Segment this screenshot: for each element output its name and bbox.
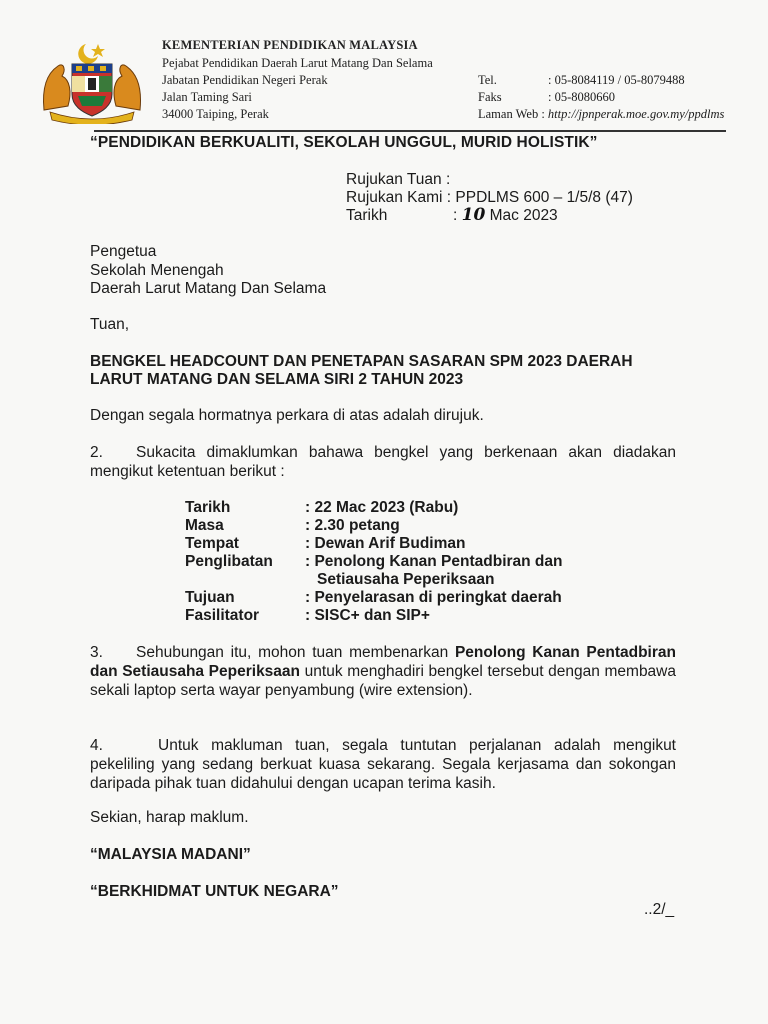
- paragraph-3-text-a: Sehubungan itu, mohon tuan membenarkan: [136, 644, 455, 661]
- department-name: Jabatan Pendidikan Negeri Perak: [162, 73, 328, 87]
- salutation: Tuan,: [90, 316, 130, 333]
- detail-label: Penglibatan: [185, 553, 273, 570]
- paragraph-2-number: 2.: [90, 444, 103, 461]
- detail-row-participants: [185, 553, 563, 589]
- detail-value: : SISC+ dan SIP+: [305, 607, 430, 624]
- intro-paragraph: Dengan segala hormatnya perkara di atas adalah dirujuk.: [90, 407, 484, 424]
- tel-label: Tel.: [478, 73, 497, 87]
- detail-value: : 22 Mac 2023 (Rabu): [305, 499, 459, 516]
- date-colon: :: [453, 207, 458, 224]
- paragraph-2-text: Sukacita dimaklumkan bahawa bengkel yang berkenaan akan diadakan mengikut ketentuan berikut :: [90, 444, 676, 480]
- slogan: “PENDIDIKAN BERKUALITI, SEKOLAH UNGGUL, MURID HOLISTIK”: [90, 134, 598, 151]
- detail-label: Tujuan: [185, 589, 235, 606]
- our-ref-label: Rujukan Kami :: [346, 189, 452, 206]
- subject-line-2: LARUT MATANG DAN SELAMA SIRI 2 TAHUN 2023: [90, 371, 464, 388]
- detail-row-purpose: [185, 589, 563, 607]
- tel-value: : 05-8084119 / 05-8079488: [548, 73, 685, 87]
- your-reference: [346, 171, 450, 189]
- detail-label: Fasilitator: [185, 607, 260, 624]
- detail-value-line-2: Setiausaha Peperiksaan: [317, 571, 495, 588]
- date-day-handwritten: 10: [461, 205, 486, 225]
- paragraph-3: [90, 643, 676, 700]
- ministry-name: KEMENTERIAN PENDIDIKAN MALAYSIA: [162, 38, 418, 52]
- our-reference: [346, 189, 633, 207]
- detail-value-line-1: : Penolong Kanan Pentadbiran dan: [305, 553, 563, 570]
- your-ref-label: Rujukan Tuan :: [346, 171, 451, 188]
- recipient-title: Pengetua: [90, 243, 157, 260]
- detail-label: Tempat: [185, 535, 239, 552]
- detail-value: : Dewan Arif Budiman: [305, 535, 466, 552]
- detail-row-date: [185, 499, 563, 517]
- workshop-details-table: [185, 499, 563, 625]
- fax-line: [478, 90, 615, 105]
- address-street: Jalan Taming Sari: [162, 90, 252, 104]
- page-continuation-marker: ..2/_: [644, 901, 675, 918]
- detail-value: [305, 553, 563, 589]
- fax-label: Faks: [478, 90, 502, 104]
- motto-malaysia-madani: “MALAYSIA MADANI”: [90, 846, 251, 863]
- detail-row-time: [185, 517, 563, 535]
- tel-line: [478, 73, 685, 88]
- date-label: Tarikh: [346, 207, 388, 224]
- detail-value: : Penyelarasan di peringkat daerah: [305, 589, 562, 606]
- address-city: 34000 Taiping, Perak: [162, 107, 269, 121]
- paragraph-4: [90, 736, 676, 793]
- detail-row-venue: [185, 535, 563, 553]
- coat-of-arms-logo: [36, 40, 148, 124]
- letterhead-divider: [94, 130, 726, 132]
- web-line: [478, 107, 724, 122]
- web-link[interactable]: http://jpnperak.moe.gov.my/ppdlms: [547, 107, 725, 121]
- paragraph-3-number: 3.: [90, 644, 103, 661]
- motto-berkhidmat: “BERKHIDMAT UNTUK NEGARA”: [90, 883, 339, 900]
- recipient-school: Sekolah Menengah: [90, 262, 224, 279]
- web-label: Laman Web :: [478, 107, 545, 121]
- closing-line: Sekian, harap maklum.: [90, 809, 249, 826]
- detail-value: : 2.30 petang: [305, 517, 400, 534]
- subject-line-1: BENGKEL HEADCOUNT DAN PENETAPAN SASARAN SPM 2023 DAERAH: [90, 353, 633, 370]
- recipient-district: Daerah Larut Matang Dan Selama: [90, 280, 327, 297]
- letter-date: [346, 206, 558, 225]
- paragraph-4-text: Untuk makluman tuan, segala tuntutan perjalanan adalah mengikut pekeliling yang sedang berkuat kuasa sekarang. Segala kerjasama dan sokongan daripada pihak tuan didahului dengan ucapan terima kasih.: [90, 737, 676, 792]
- date-month-year: Mac 2023: [489, 207, 558, 224]
- paragraph-3-bold: Penolong Kanan Pentadbiran dan Setiausaha Peperiksaan: [90, 644, 676, 680]
- office-name: Pejabat Pendidikan Daerah Larut Matang Dan Selama: [162, 56, 433, 70]
- paragraph-4-number: 4.: [90, 737, 103, 754]
- our-ref-value: PPDLMS 600 – 1/5/8 (47): [455, 189, 633, 206]
- paragraph-2: [90, 443, 676, 481]
- detail-row-facilitator: [185, 607, 563, 625]
- detail-label: Tarikh: [185, 499, 231, 516]
- fax-value: : 05-8080660: [548, 90, 616, 104]
- paragraph-3-text-b: untuk menghadiri bengkel tersebut dengan membawa sekali laptop serta wayar penyambung (wire extension).: [90, 663, 676, 699]
- detail-label: Masa: [185, 517, 224, 534]
